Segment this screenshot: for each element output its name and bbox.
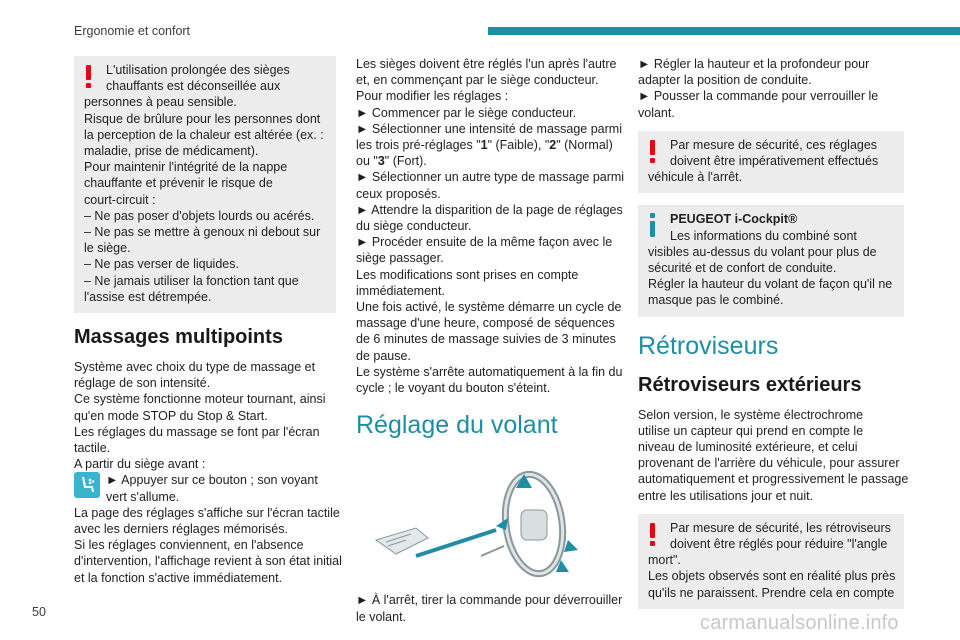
text-line: véhicule à l'arrêt. [648,170,743,185]
text-line: ► Procéder ensuite de la même façon avec le [356,235,613,250]
text-line: avec les derniers réglages mémorisés. [74,522,288,537]
text-line: chauffante et prévenir le risque de [84,176,273,191]
text-line: ► Attendre la disparition de la page de réglages [356,202,623,217]
electrochrome-text [638,407,909,504]
text-line: mort". [648,553,681,568]
text-line: Le système s'arrête automatiquement à la fin du [356,364,623,379]
text-line: maladie, prise de médicament). [84,144,259,159]
warning-icon [650,140,658,164]
seat-button-instruction [74,472,336,504]
massage-instructions [356,56,625,396]
page-number: 50 [32,605,46,619]
text-line: et la fonction s'active immédiatement. [74,570,283,585]
text-line: du siège conducteur. [356,219,472,234]
chapter-title-retroviseurs: Rétroviseurs [638,331,779,360]
warning-box-mirrors [638,514,904,609]
text-line: Risque de brûlure pour les personnes dont [84,111,321,126]
text-line: ► À l'arrêt, tirer la commande pour déverrouiller [356,593,623,608]
text-line: masque pas le combiné. [648,293,784,308]
info-icon [650,213,658,239]
text-line: chauffants est déconseillée aux [106,79,281,94]
text-line: la perception de la chaleur est altérée (ex. : [84,127,324,142]
watermark: carmanualsonline.info [700,612,899,634]
text-line: L'utilisation prolongée des sièges [106,63,290,77]
text-line: volant. [638,105,675,120]
text-line: l'assise est détrempée. [84,289,212,304]
chapter-title-volant: Réglage du volant [356,411,558,440]
text-line: Les objets observés sont en réalité plus près [648,569,896,584]
text-line: de pause. [356,348,411,363]
text-line: ► Commencer par le siège conducteur. [356,105,577,120]
text-line: ► Sélectionner une intensité de massage parmi [356,121,622,136]
text-line: Ce système fonctionne moteur tournant, ainsi [74,392,326,407]
text-line: et, en commençant par le siège conducteur. [356,73,599,88]
text-line: visibles au-dessus du volant pour plus de [648,244,877,259]
text-line: immédiatement. [356,283,445,298]
text-line: Les informations du combiné sont [670,228,857,243]
text-line: adapter la position de conduite. [638,73,812,88]
text-line: Selon version, le système électrochrome [638,407,864,422]
massage-intro [74,359,336,472]
text-line: utilise un capteur qui prend en compte le [638,423,864,438]
text-line: ► Sélectionner un autre type de massage parmi [356,170,625,185]
text-line: Pour maintenir l'intégrité de la nappe [84,160,288,175]
text-line: d'intervention, l'affichage revient à son état initial [74,554,342,569]
text-line: Les réglages du massage se font par l'écran [74,424,320,439]
text-line: ► Appuyer sur ce bouton ; son voyant [106,473,318,488]
text-line: doivent être réglés pour réduire "l'angle [670,537,888,552]
steering-adjust-text [638,56,904,121]
text-line: – Ne jamais utiliser la fonction tant que [84,273,299,288]
text-line: provenant de l'arrière du véhicule, pour assurer [638,456,900,471]
text-line: ceux proposés. [356,186,441,201]
text-line: qu'ils ne paraissent. Prendre cela en compte [648,585,895,600]
text-line: Si les réglages conviennent, en l'absence [74,538,304,553]
column-right [638,56,909,621]
text-line: Les modifications sont prises en compte [356,267,579,282]
text-line: tactile. [74,441,111,456]
text-line: A partir du siège avant : [74,457,206,472]
text-line: cycle ; le voyant du bouton s'éteint. [356,381,551,396]
text-line: de 6 minutes de massage suivies de 3 minutes [356,332,616,347]
text-line: automatiquement et progressivement le passage [638,472,909,487]
text-line: le volant. [356,609,407,624]
info-box-icockpit [638,205,904,316]
column-left [74,56,342,586]
text-line: Régler la hauteur du volant de façon qu'il ne [648,277,893,292]
text-line: vert s'allume. [106,489,180,504]
text-line: Par mesure de sécurité, ces réglages [670,137,878,152]
text-line: – Ne pas se mettre à genoux ni debout sur [84,225,321,240]
text-line: sécurité et de confort de conduite. [648,261,837,276]
warning-icon [650,523,658,547]
text-line: ► Régler la hauteur et la profondeur pour [638,57,870,71]
text-line: réglage de son intensité. [74,376,211,391]
header-accent-bar [488,27,960,35]
text-line: massage d'une heure, composé de séquences [356,316,615,331]
text-line: – Ne pas verser de liquides. [84,257,239,272]
text-line: court-circuit : [84,192,156,207]
warning-box-heated-seats [74,56,336,313]
massage-settings-text [74,505,342,586]
section-title-massages: Massages multipoints [74,326,283,349]
text-line: Par mesure de sécurité, les rétroviseurs [670,520,891,535]
text-line: Pour modifier les réglages : [356,89,509,104]
steering-wheel-illustration [356,468,620,578]
text-line: ► Pousser la commande pour verrouiller le [638,89,879,104]
text-line: La page des réglages s'affiche sur l'écran tactile [74,505,340,520]
text-line: PEUGEOT i-Cockpit® [670,212,798,227]
text-line: qu'en mode STOP du Stop & Start. [74,408,268,423]
text-line: doivent être impérativement effectués [670,154,879,169]
text-line: Système avec choix du type de massage et [74,360,316,375]
text-line: Les sièges doivent être réglés l'un après l'autre [356,57,617,71]
seat-massage-icon [74,472,100,498]
steering-unlock-text [356,592,623,624]
warning-icon [86,65,94,89]
text-line: siège passager. [356,251,444,266]
text-line: personnes à peau sensible. [84,95,237,110]
text-line: le siège. [84,241,131,256]
text-line: entre les utilisations jour et nuit. [638,488,814,503]
column-middle [356,56,625,625]
section-title-retroviseurs-exterieurs: Rétroviseurs extérieurs [638,373,862,396]
header-title: Ergonomie et confort [74,24,191,38]
warning-box-steering [638,131,904,194]
text-line: – Ne pas poser d'objets lourds ou acérés. [84,208,315,223]
text-line: niveau de luminosité extérieure, et celui [638,440,858,455]
text-line: Une fois activé, le système démarre un cycle de [356,300,622,315]
text-line: ou "3" (Fort). [356,154,427,169]
text-line: les trois pré-réglages "1" (Faible), "2" (Normal) [356,138,613,153]
